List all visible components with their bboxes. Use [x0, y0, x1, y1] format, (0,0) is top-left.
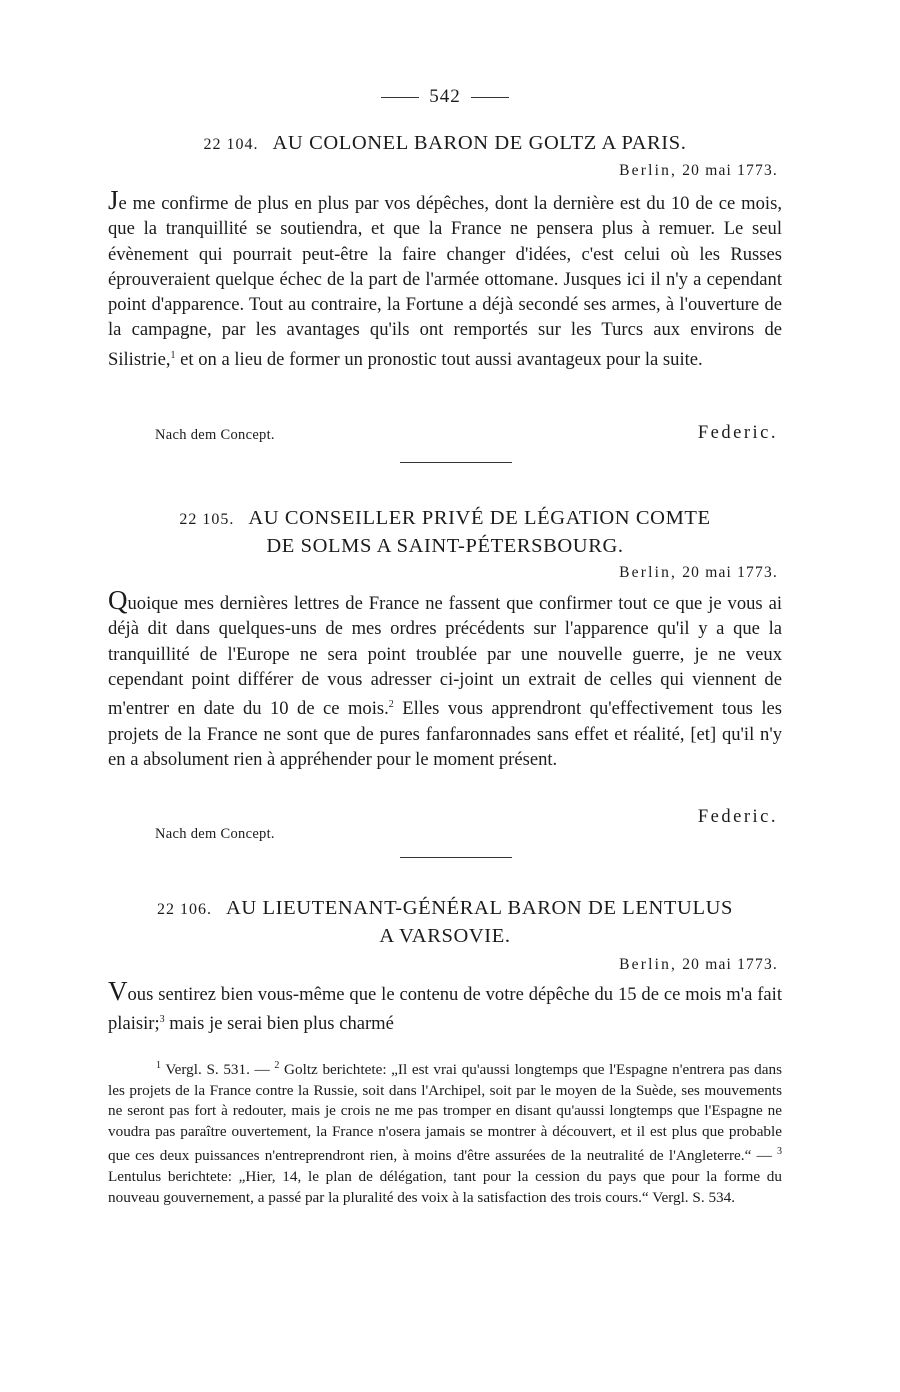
- source-note-22105: Nach dem Concept.: [155, 826, 275, 842]
- letter-body-22105: [108, 585, 782, 772]
- letter-number: 22 106.: [157, 901, 212, 918]
- letter-title-line: AU LIEUTENANT-GÉNÉRAL BARON DE LENTULUS: [226, 897, 733, 919]
- dateline-city: Berlin,: [619, 162, 678, 179]
- page-number: [108, 86, 782, 108]
- dateline-city: Berlin,: [619, 564, 678, 581]
- body-text: ous sentirez bien vous-même que le contenu de votre dépêche du 15 de ce mois m'a fait plaisir;: [108, 984, 782, 1035]
- dateline-date: 20 mai 1773.: [682, 956, 778, 973]
- dateline-date: 20 mai 1773.: [682, 564, 778, 581]
- letter-title-line: AU COLONEL BARON DE GOLTZ A PARIS.: [272, 132, 687, 154]
- footnote-mark: 3: [777, 1146, 782, 1158]
- initial-letter: J: [108, 185, 119, 215]
- letter-body-22106: [108, 976, 782, 1037]
- footnote-ref: 2: [388, 699, 394, 711]
- letter-body-22104: [108, 185, 782, 372]
- body-text-continued: et on a lieu de former un pronostic tout aussi avantageux pour la suite.: [175, 348, 703, 370]
- body-text: e me confirme de plus en plus par vos dépêches, dont la dernière est du 10 de ce mois, que la tranquillité se soutiendra, et que la France ne pensera plus à remuer. Le seul évènement qui pourrait peut-être la faire changer d'idées, c'est celui où les Russes éprouveraient quelque échec de la part de l'armée ottomane. Jusques ici il n'y a cependant point d'apparence. Tout au contraire, la Fortune a déjà secondé ses armes, à l'ouverture de la campagne, par les avantages qu'ils ont remportés sur les Turcs aux environs de Silistrie,: [108, 193, 782, 370]
- footnote-text: Lentulus berichtete: „Hier, 14, le plan de délégation, tant pour la cession du pays que pour la forme du nouveau gouvernement, a passé par la pluralité des voix à la satisfaction des trois cours.“ Vergl. S. 534.: [108, 1168, 782, 1206]
- page-number-text: 542: [429, 86, 461, 107]
- footnotes: [108, 1056, 782, 1208]
- section-divider: [400, 857, 512, 858]
- letter-title-line: A VARSOVIE.: [379, 925, 511, 947]
- letter-dateline-22104: [619, 162, 778, 180]
- letter-dateline-22106: [619, 956, 778, 974]
- footnote-ref: 1: [170, 349, 176, 361]
- letter-title-line: AU CONSEILLER PRIVÉ DE LÉGATION COMTE: [248, 507, 711, 529]
- letter-number: 22 105.: [179, 511, 235, 528]
- initial-letter: Q: [108, 585, 128, 615]
- source-note-22104: Nach dem Concept.: [155, 427, 275, 443]
- footnote-mark: 2: [274, 1060, 280, 1071]
- letter-heading-22105: [108, 505, 782, 559]
- signature-22104: Federic.: [697, 423, 778, 443]
- letter-dateline-22105: [619, 564, 778, 582]
- body-text: uoique mes dernières lettres de France ne fassent que confirmer tout ce que je vous ai déjà dit dans quelques-uns de mes ordres précédents sur l'apparence qu'il y a que la tranquillité de l'Europe ne sera point troublée par une nouvelle guerre, je ne veux cependant point différer de vous adresser ci-joint un extrait de celles qui viennent de m'entrer en date du 10 de ce mois.: [108, 593, 782, 720]
- letter-heading-22104: [108, 130, 782, 158]
- page-number-dash-right: [471, 97, 509, 98]
- letter-heading-22106: [108, 895, 782, 949]
- dateline-date: 20 mai 1773.: [682, 162, 778, 179]
- dateline-city: Berlin,: [619, 956, 678, 973]
- footnote-mark: 1: [156, 1060, 161, 1071]
- footnote-ref: 3: [159, 1014, 165, 1026]
- initial-letter: V: [108, 976, 128, 1006]
- section-divider: [400, 462, 512, 463]
- footnote-text: Goltz berichtete: „Il est vrai qu'aussi longtemps que l'Espagne n'entrera pas dans les projets de la France contre la Russie, soit dans l'Archipel, soit par le moyen de la Suède, ses mouvements ne seront pas fort à redouter, mais je crois ne me pas tromper en disant qu'aussi longtemps que l'Espagne ne voudra pas paraître ouvertement, la France n'osera jamais se montrer à découvert, et il est plus que probable que ces deux puissances n'entreprendront rien, à moins d'être assurées de la neutralité de l'Angleterre.“ —: [108, 1061, 783, 1165]
- signature-22105: Federic.: [697, 807, 778, 827]
- footnote-text: Vergl. S. 531. —: [161, 1061, 275, 1079]
- letter-title-line: DE SOLMS A SAINT-PÉTERSBOURG.: [266, 535, 624, 557]
- body-text-continued: mais je serai bien plus charmé: [164, 1013, 394, 1035]
- letter-number: 22 104.: [203, 136, 259, 153]
- body-text-continued: Elles vous apprendront qu'effectivement tous les projets de la France ne sont que de pures fanfaronnades sans effet et réalité, [et] qu'il n'y en a absolument rien à appréhender pour le moment présent.: [108, 698, 782, 770]
- page-number-dash-left: [381, 97, 419, 98]
